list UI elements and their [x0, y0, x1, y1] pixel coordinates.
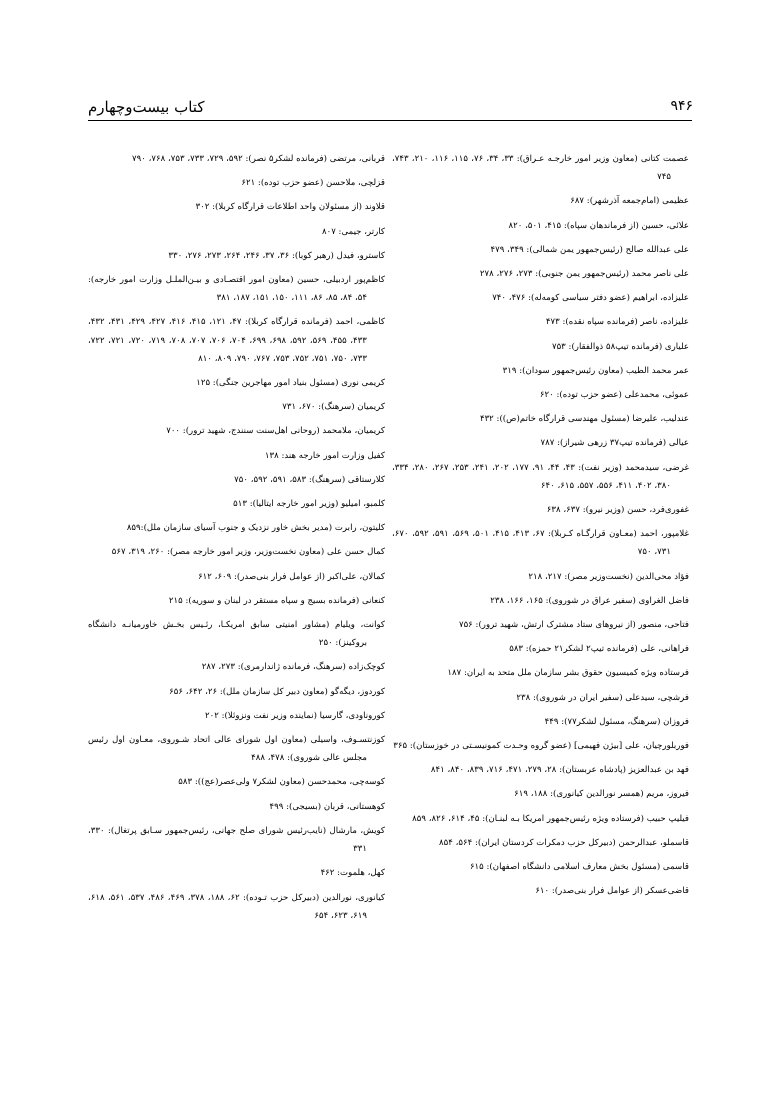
index-entry: کلیتون، رابرت (مدیر بخش خاور نزدیک و جنوب آسیای سازمان ملل):۸۵۹ — [126, 523, 385, 534]
index-entry: فهد بن عبدالعزیز (پادشاه عربستان): ۲۸، ۲۷۹، ۴۷۱، ۷۱۶، ۸۳۹، ۸۴۰، ۸۴۱ — [430, 765, 689, 776]
index-entry: علیزاده، ناصر (فرمانده سپاه نقده): ۴۷۳ — [545, 317, 689, 328]
index-entry: علی عبدالله صالح (رئیس‌جمهور یمن شمالی): ۳۴۹، ۴۷۹ — [490, 244, 689, 255]
index-entry: کوچک‌زاده (سرهنگ، فرمانده ژاندارمری): ۲۷۳، ۲۸۷ — [201, 662, 385, 673]
index-entry: کریمی نوری (مسئول بنیاد امور مهاجرین جنگی): ۱۲۵ — [196, 378, 385, 389]
page-number: ۹۴۶ — [670, 98, 693, 114]
index-entry: کوانت، ویلیام (مشاور امنیتی سابق امریکـا، رئـیس بخـش خاورمیانـه دانشگاه بروکینز): ۲۵۰ — [88, 620, 385, 649]
index-entry: کریمیان (سرهنگ): ۶۷۰، ۷۳۱ — [282, 402, 385, 413]
index-entry: کوروناودی، گارسیا (نماینده وزیر نفت ونزوئلا): ۲۰۲ — [205, 710, 385, 721]
index-entry: عمر محمد الطیب (معاون رئیس‌جمهور سودان): ۳۱۹ — [502, 365, 689, 376]
index-entry: کفیل وزارت امور خارجه هند: ۱۳۸ — [264, 450, 385, 461]
index-entry: کویش، مارشال (نایب‌رئیس شورای صلح جهانی، رئیس‌جمهور سـابق پرتغال): ۳۳۰، ۳۳۱ — [88, 825, 385, 855]
index-entry: فوربلورچیان، علی [بیژن فهیمی] (عضو گروه وحـدت کمونیسـتی در خوزستان): ۳۶۵ — [393, 741, 689, 752]
index-entry: کوردوز، دیگه‌گو (معاون دبیر کل سازمان ملل): ۲۶، ۶۴۲، ۶۵۶ — [169, 686, 385, 697]
index-entry: قزلچی، ملاحسن (عضو حزب توده): ۶۲۱ — [241, 178, 385, 189]
index-entry: فؤاد محی‌الدین (نخست‌وزیر مصر): ۲۱۷، ۲۱۸ — [528, 571, 689, 582]
index-entry: کنعانی (فرمانده بسیج و سپاه مستقر در لبنان و سوریه): ۲۱۵ — [168, 595, 385, 606]
index-entry: عظیمی (امام‌جمعه آذرشهر): ۶۸۷ — [570, 196, 689, 207]
index-entry: کاظمی، احمد (فرمانده قرارگاه کربلا): ۴۷، ۱۲۱، ۴۱۵، ۴۱۶، ۴۲۷، ۴۲۹، ۴۳۱، ۴۳۲، ۴۳۳، ۴۵۵، ۵۶۹، ۵۹۲، ۶۹۸، ۶۹۹، ۷۰۴، ۷۰۶، ۷۰۷، ۷۰۸، ۷۱۹، ۷۲۰، ۷۲۱، ۷۲۲، ۷۳۳، ۷۵۰، ۷۵۱، ۷۵۲، ۷۵۳، ۷۶۷، ۷۹۰، ۸۰۹، ۸۱۰ — [88, 317, 385, 364]
index-entry: غرضی، سیدمحمد (وزیر نفت): ۴۳، ۴۴، ۹۱، ۱۷۷، ۲۰۲، ۲۴۱، ۲۵۳، ۲۶۷، ۲۸۰، ۳۳۴، ۳۸۰، ۴۰۲، ۴۱۱، ۵۵۶، ۵۵۷، ۶۱۵، ۶۴۰ — [392, 462, 690, 491]
index-entry: فیروز، مریم (همسر نورالدین کیانوری): ۱۸۸، ۶۱۹ — [514, 789, 689, 800]
index-entry: فروزان (سرهنگ، مسئول لشکر۷۷): ۴۴۹ — [544, 716, 689, 727]
index-entry: کریمیان، ملامحمد (روحانی اهل‌سنت سنندج، شهید ترور): ۷۰۰ — [166, 426, 385, 437]
index-entry: قلاوند (از مسئولان واحد اطلاعات قرارگاه کربلا): ۳۰۲ — [195, 202, 385, 213]
index-entry: قاسملو، عبدالرحمن (دبیرکل حزب دمکرات کردستان ایران): ۵۶۴، ۸۵۴ — [438, 837, 689, 848]
book-title: کتاب بیست‌وچهارم — [88, 98, 205, 116]
index-entry: عندلیب، علیرضا (مسئول مهندسی قرارگاه خاتم(ص)): ۴۳۲ — [479, 414, 689, 425]
index-entry: قربانی، مرتضی (فرمانده لشکر۵ نصر): ۵۹۲، ۷۲۹، ۷۳۳، ۷۵۳، ۷۶۸، ۷۹۰ — [131, 154, 385, 164]
index-entry: کارتر، جیمی: ۸۰۷ — [321, 226, 385, 237]
index-entry: کوزنتسـوف، واسیلی (معاون اول شورای عالی اتحاد شـوروی، معـاون اول رئیس مجلس عالی شوروی): ۴۷۸، ۴۸۸ — [88, 735, 385, 764]
index-entry: فرشچی، سیدعلی (سفیر ایران در شوروی): ۲۳۸ — [516, 692, 689, 703]
index-entry: علیاری (فرمانده تیپ۵۸ ذوالفقار): ۷۵۳ — [551, 341, 689, 352]
index-entry: فاضل الغراوی (سفیر عراق در شوروی): ۱۶۵، ۱۶۶، ۲۳۸ — [490, 595, 689, 606]
index-entry: کلارستاقی (سرهنگ): ۵۸۳، ۵۹۱، ۵۹۲، ۷۵۰ — [234, 474, 385, 485]
header-rule — [88, 120, 692, 121]
index-entry: کهل، هلموت: ۴۶۲ — [320, 868, 385, 879]
index-entry: عیالی (فرمانده تیپ۳۷ زرهی شیراز): ۷۸۷ — [540, 438, 689, 449]
index-entry: کوهستانی، قربان (بسیجی): ۴۹۹ — [269, 801, 385, 812]
index-entry: فیلیپ حبیب (فرستاده ویژه رئیس‌جمهور امریکا بـه لبنـان): ۴۵، ۶۱۴، ۸۲۶، ۸۵۹ — [412, 813, 689, 824]
index-entry: کاسترو، فیدل (رهبر کوبا): ۳۶، ۳۷، ۲۴۶، ۲۶۴، ۲۷۳، ۲۷۶، ۳۳۰ — [168, 250, 385, 261]
index-entry: غلامپور، احمد (معـاون قرارگـاه کـربلا): ۶۷، ۴۱۳، ۴۱۵، ۵۰۱، ۵۶۹، ۵۹۱، ۵۹۲، ۶۷۰، ۷۳۱، ۷۵۰ — [392, 529, 690, 558]
index-entry: علائی، حسین (از فرماندهان سپاه): ۴۱۵، ۵۰۱، ۸۲۰ — [508, 220, 689, 231]
index-entry: کاظم‌پور اردبیلی، حسین (معاون امور اقتصـادی و بیـن‌الملـل وزارت امور خارجه): ۵۴، ۸۴، ۸۵، ۸۶، ۱۱۱، ۱۵۰، ۱۵۱، ۱۸۷، ۳۸۱ — [88, 275, 385, 304]
index-entry: عصمت کتانی (معاون وزیر امور خارجـه عـراق): ۳۳، ۳۴، ۷۶، ۱۱۵، ۱۱۶، ۲۱۰، ۷۴۳، ۷۴۵ — [392, 154, 689, 183]
index-entry: کمالان، علی‌اکبر (از عوامل فرار بنی‌صدر): ۶۰۹، ۶۱۲ — [198, 571, 385, 582]
index-entry: فراهانی، علی (فرمانده تیپ۲ لشکر۲۱ حمزه): ۵۸۳ — [509, 644, 689, 655]
index-entry: فتاحی، منصور (از نیروهای ستاد مشترک ارتش، شهید ترور): ۷۵۶ — [458, 620, 689, 631]
index-entry: کوسه‌چی، محمدحسن (معاون لشکر۷ ولی‌عصر(عج)): ۵۸۳ — [178, 777, 385, 788]
index-entry: عموئی، محمدعلی (عضو حزب توده): ۶۲۰ — [539, 390, 689, 401]
index-entry: قاسمی (مسئول بخش معارف اسلامی دانشگاه اصفهان): ۶۱۵ — [469, 862, 689, 873]
index-entry: کمال حسن علی (معاون نخست‌وزیر، وزیر امور خارجه مصر): ۲۶۰، ۳۱۹، ۵۶۷ — [111, 547, 385, 558]
index-entry: علی ناصر محمد (رئیس‌جمهور یمن جنوبی): ۲۷۳، ۲۷۶، ۲۷۸ — [479, 269, 689, 280]
index-column-right — [392, 150, 689, 907]
index-entry: فرستاده ویژه کمیسیون حقوق بشر سازمان ملل متحد به ایران: ۱۸۷ — [447, 668, 689, 679]
index-entry: کلمبو، امیلیو (وزیر امور خارجه ایتالیا): ۵۱۳ — [233, 499, 385, 510]
index-entry: غفوری‌فرد، حسن (وزیر نیرو): ۶۳۷، ۶۳۸ — [546, 505, 689, 516]
index-column-left — [88, 150, 385, 931]
index-entry: کیانوری، نورالدین (دبیرکل حزب تـوده): ۶۲، ۱۸۸، ۳۷۸، ۴۶۹، ۴۸۶، ۵۳۷، ۵۶۱، ۶۱۸، ۶۱۹، ۶۲۳، ۶۵۴ — [88, 892, 386, 921]
index-entry: قاضی‌عسکر (از عوامل فرار بنی‌صدر): ۶۱۰ — [535, 886, 689, 897]
index-entry: علیزاده، ابراهیم (عضو دفتر سیاسی کومه‌له): ۴۷۶، ۷۴۰ — [492, 293, 689, 304]
